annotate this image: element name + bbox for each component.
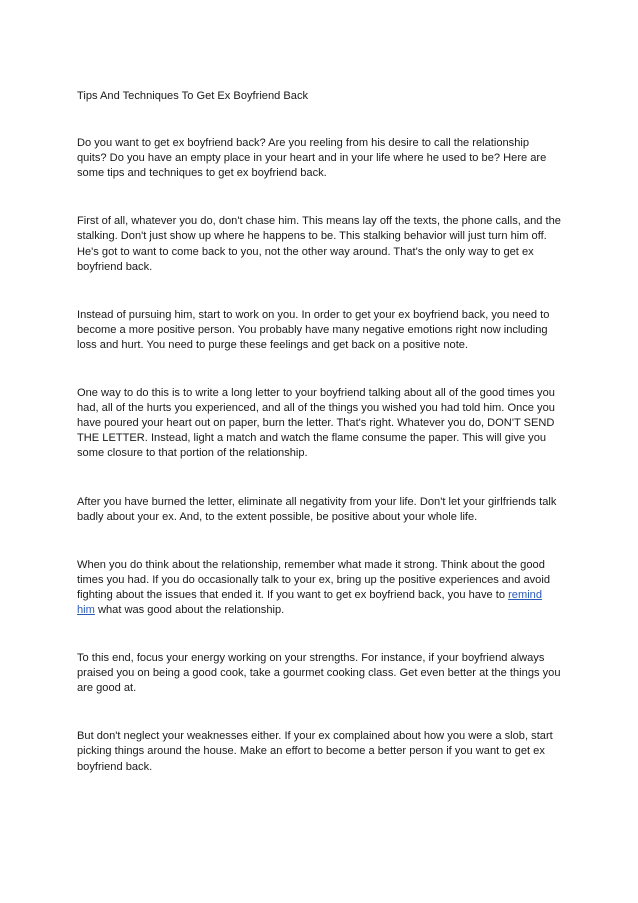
paragraph-remind — [77, 558, 561, 618]
paragraph-letter: One way to do this is to write a long letter to your boyfriend talking about all of the good times you had, all of the hurts you experienced, and all of the things you wished you had told him. Once you have poured your heart out on paper, burn the letter. That's right. Whatever you do, DON'T SEND THE LETTER. Instead, light a match and watch the flame consume the paper. This will give you some closure to that portion of the relationship. — [77, 387, 555, 460]
paragraph-weaknesses: But don't neglect your weaknesses either. If your ex complained about how you were a slob, start picking things around the house. Make an effort to become a better person if you want to get ex boyfriend back. — [77, 730, 553, 773]
remind-him-link[interactable]: remind him — [77, 588, 543, 616]
paragraph-negativity: After you have burned the letter, eliminate all negativity from your life. Don't let your girlfriends talk badly about your ex. And, to the extent possible, be positive about your whole life. — [77, 495, 557, 523]
paragraph-remind-before: When you do think about the relationship, remember what made it strong. Think about the good times you had. If you do occasionally talk to your ex, bring up the positive experiences and avoid fighting about the issues that ended it. If you want to get ex boyfriend back, you have to — [77, 558, 550, 601]
paragraph-strengths: To this end, focus your energy working on your strengths. For instance, if your boyfriend always praised you on being a good cook, take a gourmet cooking class. Get even better at the things you are good at. — [77, 652, 561, 695]
paragraph-intro: Do you want to get ex boyfriend back? Are you reeling from his desire to call the relationship quits? Do you have an empty place in your heart and in your life where he used to be? Here are some tips and techniques to get ex boyfriend back. — [77, 137, 547, 180]
document-title: Tips And Techniques To Get Ex Boyfriend Back — [77, 90, 309, 102]
paragraph-work-on-you: Instead of pursuing him, start to work on you. In order to get your ex boyfriend back, you need to become a more positive person. You probably have many negative emotions right now including loss and hurt. You need to purge these feelings and get back on a positive note. — [77, 308, 550, 351]
paragraph-dont-chase: First of all, whatever you do, don't chase him. This means lay off the texts, the phone calls, and the stalking. Don't just show up where he happens to be. This stalking behavior will just turn him off. He's got to want to come back to you, not the other way around. That's the only way to get ex boyfriend back. — [77, 215, 561, 273]
document-body — [77, 89, 561, 775]
paragraph-remind-after: what was good about the relationship. — [94, 603, 285, 616]
